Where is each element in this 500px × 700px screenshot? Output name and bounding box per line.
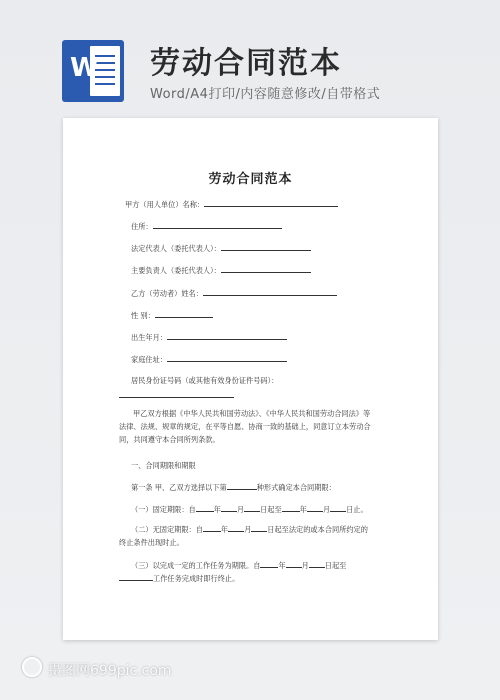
field-principal <box>131 265 311 276</box>
watermark-logo-icon <box>22 657 42 677</box>
word-icon <box>62 40 124 102</box>
field-birth-label: 出生年月： <box>131 333 167 342</box>
field-birth <box>131 332 287 343</box>
field-party-a <box>125 199 338 210</box>
article-1-text-b: 种形式确定本合同期限： <box>256 483 336 492</box>
open-term-clause <box>119 523 374 549</box>
open-term-text-d: 日起至法定的或本合同所约定的终止条件出现时止。 <box>119 525 368 547</box>
task-term-month: 月 <box>301 561 309 570</box>
fixed-term-clause <box>131 504 368 515</box>
header-subtitle: Word/A4打印/内容随意修改/自带格式 <box>150 87 381 102</box>
fixed-term-until: 日起至 <box>260 505 282 514</box>
section-1-heading: 一、合同期限和期限 <box>131 461 196 470</box>
task-term-until: 日起至 <box>324 561 347 570</box>
field-principal-label: 主要负责人（委托代表人）： <box>131 266 221 275</box>
fixed-term-year-1: 年 <box>213 505 221 514</box>
header <box>0 0 500 118</box>
task-term-year: 年 <box>278 561 286 570</box>
article-1-text-a: 第一条 甲、乙双方选择以下第 <box>131 483 227 492</box>
document-page <box>63 118 438 640</box>
field-party-b <box>131 288 337 299</box>
field-legal-rep-label: 法定代表人（委托代表人）： <box>131 244 221 253</box>
field-gender-blank <box>155 310 213 318</box>
article-1-blank <box>227 482 257 490</box>
document-title: 劳动合同范本 <box>208 172 293 187</box>
field-id-number-blank <box>119 390 234 398</box>
fixed-term-month-2: 月 <box>322 505 331 514</box>
article-1 <box>131 482 336 493</box>
field-address-blank <box>153 221 282 229</box>
open-term-year: 年 <box>220 525 229 534</box>
fixed-term-text-a: （一）固定期限：自 <box>131 505 196 514</box>
field-id-number-label: 居民身份证号码（或其他有效身份证件号码）： <box>131 376 279 385</box>
open-term-month: 月 <box>244 525 252 534</box>
watermark-text: 摄图网699pic.com <box>48 663 172 679</box>
field-address-label: 住所： <box>131 222 153 231</box>
task-term-clause <box>119 559 374 585</box>
field-legal-rep <box>131 243 311 254</box>
field-party-a-label: 甲方（用人单位）名称： <box>125 200 205 209</box>
task-term-end: 工作任务完成时即行终止。 <box>153 574 240 583</box>
header-title: 劳动合同范本 <box>150 46 342 81</box>
field-principal-blank <box>221 265 311 273</box>
field-home-address-label: 家庭住址： <box>131 355 167 364</box>
field-party-b-blank <box>203 288 337 296</box>
task-term-text-a: （三）以完成一定的工作任务为期限。自 <box>131 561 261 570</box>
field-home-address <box>131 354 287 365</box>
field-party-b-label: 乙方（劳动者）姓名： <box>131 289 203 298</box>
word-icon-letter: W <box>70 53 99 83</box>
field-gender-label: 性 别： <box>131 311 155 320</box>
field-id-number-blank-row <box>119 390 234 401</box>
field-legal-rep-blank <box>221 243 311 251</box>
intro-paragraph: 甲乙双方根据《中华人民共和国劳动法》、《中华人民共和国劳动合同法》等法律、法规、规章的规定，在平等自愿、协商一致的基础上，同意订立本劳动合同，共同遵守本合同所列条款。 <box>119 409 371 444</box>
field-gender <box>131 310 213 321</box>
fixed-term-year-2: 年 <box>299 505 307 514</box>
field-party-a-blank <box>204 199 338 207</box>
fixed-term-end: 日止。 <box>346 505 368 514</box>
field-id-number <box>131 376 278 386</box>
open-term-text-a: （二）无固定期限：自 <box>131 525 203 534</box>
field-address <box>131 221 282 232</box>
field-home-address-blank <box>167 354 287 362</box>
fixed-term-month-1: 月 <box>236 505 245 514</box>
field-birth-blank <box>167 332 287 340</box>
